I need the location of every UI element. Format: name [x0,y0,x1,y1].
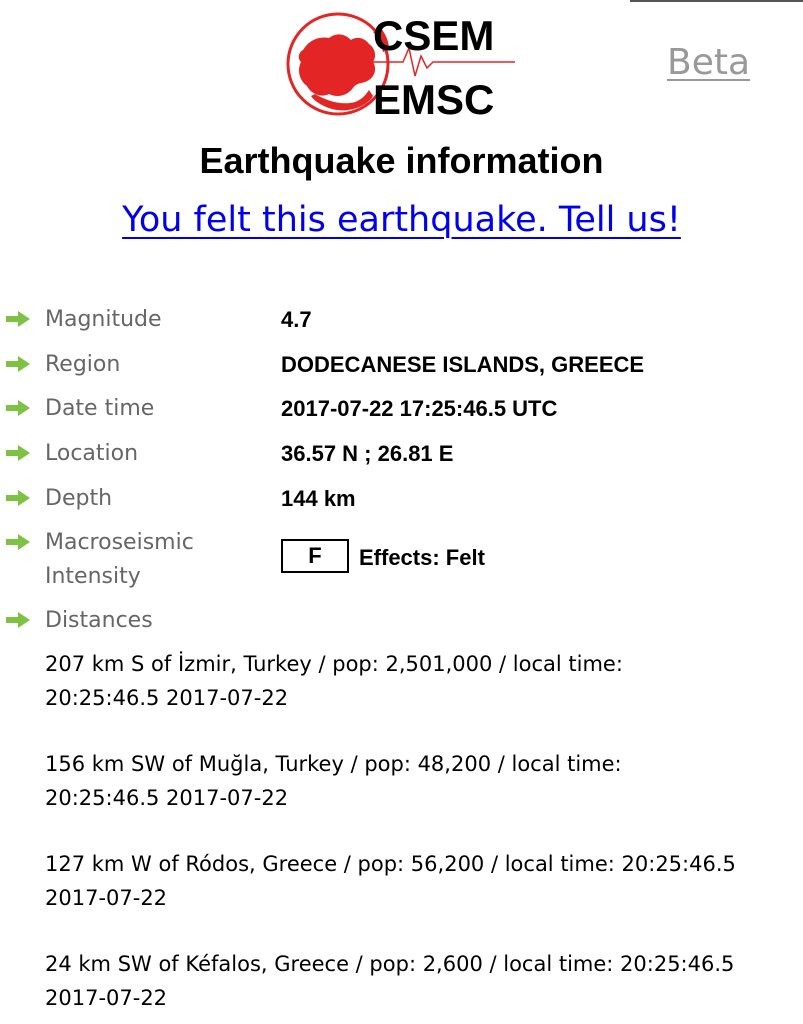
datetime-label: Date time [45,396,155,421]
felt-report-link[interactable]: You felt this earthquake. Tell us! [122,200,681,240]
arrow-right-icon [4,487,32,509]
arrow-right-icon [4,397,32,419]
arrow-right-icon [4,442,32,464]
region-label: Region [45,352,121,377]
csem-emsc-logo[interactable] [285,10,520,122]
distance-item: 156 km SW of Muğla, Turkey / pop: 48,200 / local time: 20:25:46.5 2017-07-22 [45,752,622,810]
distance-item: 24 km SW of Kéfalos, Greece / pop: 2,600 / local time: 20:25:46.5 2017-07-22 [45,952,735,1010]
location-label: Location [45,441,139,466]
distances-label: Distances [45,608,153,633]
distance-item: 207 km S of İzmir, Turkey / pop: 2,501,000 / local time: 20:25:46.5 2017-07-22 [45,652,623,710]
page-title: Earthquake information [199,140,604,181]
arrow-right-icon [4,531,32,553]
magnitude-label: Magnitude [45,307,162,332]
beta-link[interactable]: Beta [667,42,751,83]
intensity-label: Macroseismic Intensity [45,530,194,589]
arrow-right-icon [4,609,32,631]
depth-label: Depth [45,486,113,511]
intensity-code-box: F [281,539,349,573]
logo-top-text: CSEM [373,12,495,59]
top-divider [630,0,803,2]
logo-bottom-text: EMSC [373,76,495,122]
intensity-effects: Effects: Felt [359,545,485,570]
location-value: 36.57 N ; 26.81 E [281,441,454,466]
magnitude-value: 4.7 [281,307,312,332]
depth-value: 144 km [281,486,356,511]
arrow-right-icon [4,353,32,375]
logo-graphic [285,10,520,122]
distance-item: 127 km W of Ródos, Greece / pop: 56,200 / local time: 20:25:46.5 2017-07-22 [45,852,736,910]
arrow-right-icon [4,308,32,330]
region-value: DODECANESE ISLANDS, GREECE [281,352,645,377]
datetime-value: 2017-07-22 17:25:46.5 UTC [281,396,558,421]
